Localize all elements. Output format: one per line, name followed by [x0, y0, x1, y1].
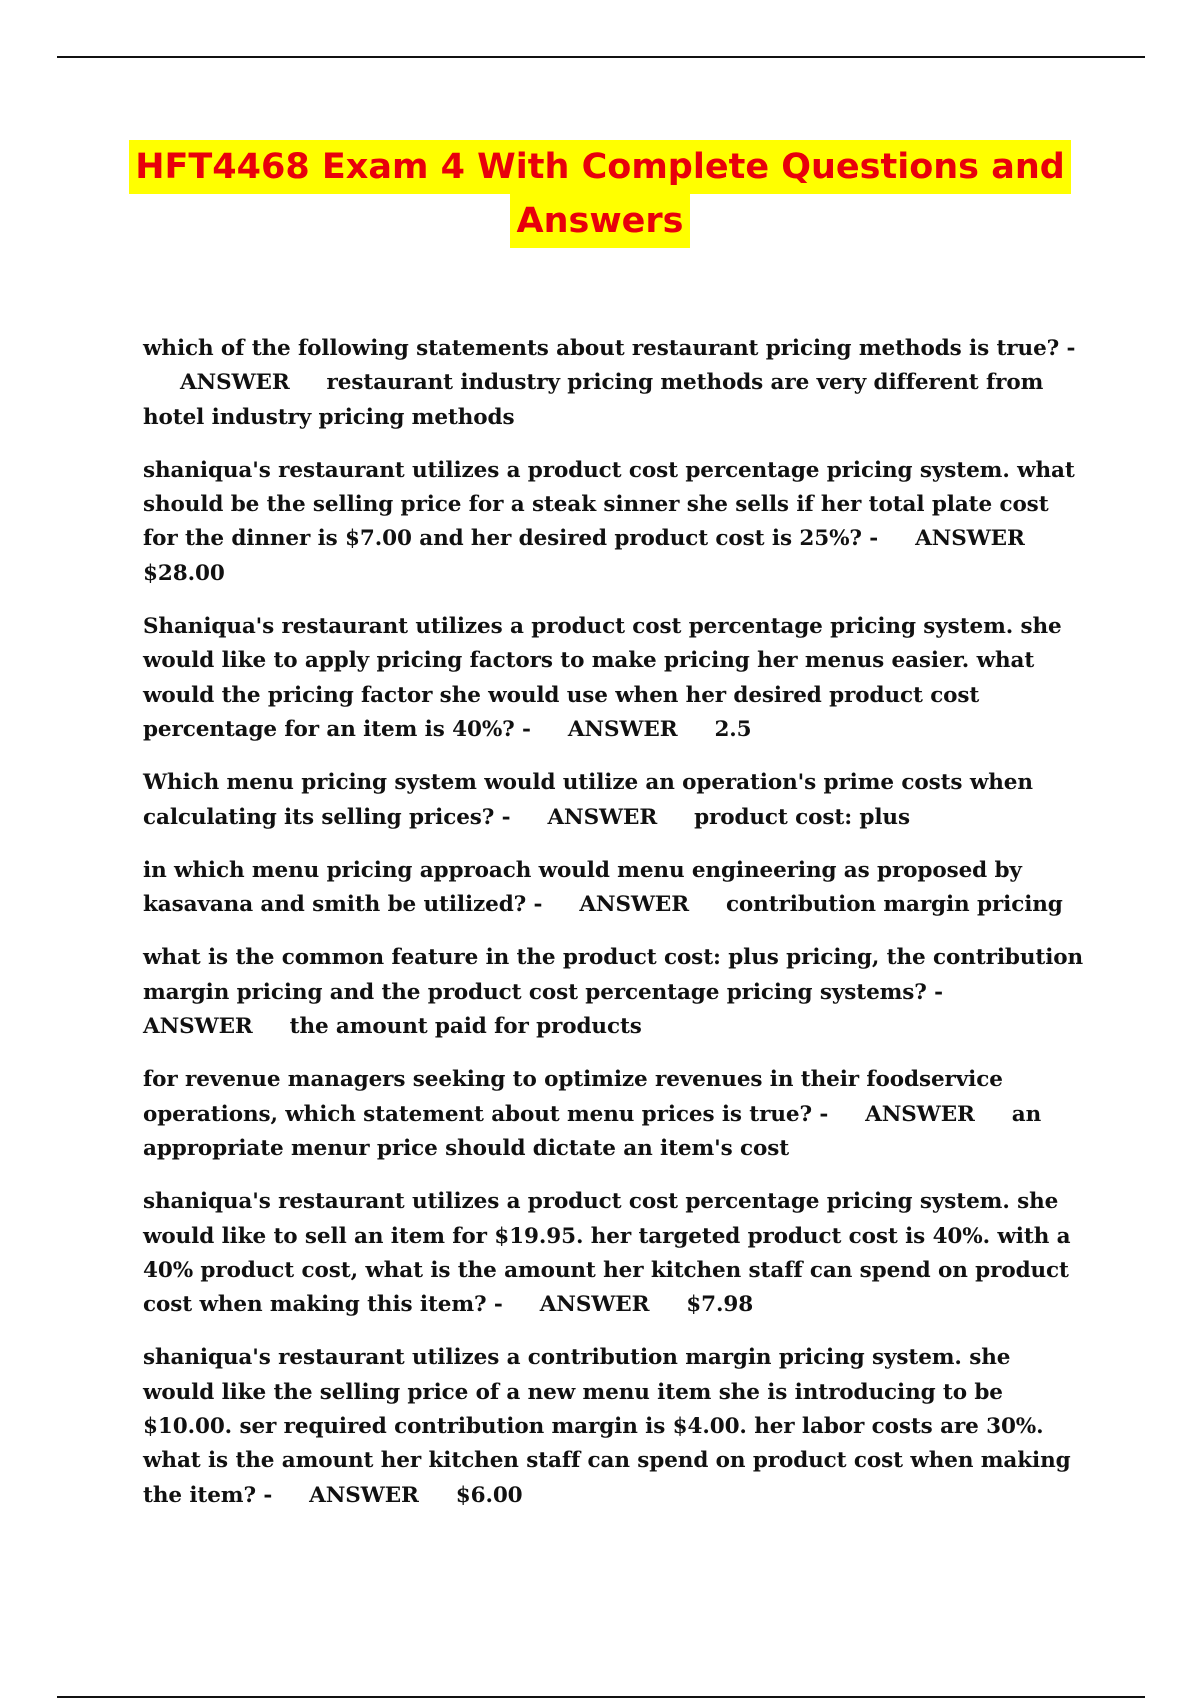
- answer-text: $7.98: [686, 1292, 754, 1318]
- question-separator: -: [1059, 336, 1076, 361]
- qa-item: [143, 941, 1088, 1044]
- bottom-rule: [57, 1696, 1145, 1698]
- answer-text: $6.00: [455, 1482, 523, 1508]
- qa-item: [143, 1185, 1088, 1322]
- question-text: for revenue managers seeking to optimize revenues in their foodservice operations, which statement about menu prices is true?: [143, 1067, 1003, 1127]
- answer-text: the amount paid for products: [289, 1014, 642, 1040]
- question-separator: -: [514, 716, 531, 742]
- qa-item: [143, 454, 1088, 591]
- answer-label: ANSWER: [915, 526, 1025, 552]
- question-separator: -: [861, 526, 879, 552]
- answer-label: ANSWER: [309, 1482, 419, 1508]
- qa-item: [143, 332, 1088, 435]
- answer-label: ANSWER: [579, 892, 689, 918]
- question-text: in which menu pricing approach would menu engineering as proposed by kasavana and smith be utilized?: [143, 857, 1022, 918]
- question-text: what is the common feature in the product cost: plus pricing, the contribution margin pricing and the product cost percentage pricing systems?: [143, 945, 1084, 1005]
- question-text: which of the following statements about restaurant pricing methods is true?: [143, 336, 1060, 361]
- question-text: Which menu pricing system would utilize an operation's prime costs when calculating its selling prices?: [143, 770, 1033, 830]
- qa-item: [143, 610, 1088, 747]
- answer-label: ANSWER: [143, 1014, 253, 1040]
- qa-item: [143, 1341, 1088, 1512]
- title-line-1: HFT4468 Exam 4 With Complete Questions and: [129, 140, 1071, 194]
- question-separator: -: [811, 1101, 829, 1127]
- question-separator: -: [526, 892, 543, 918]
- page-title: [0, 140, 1200, 248]
- answer-text: product cost: plus: [694, 804, 910, 830]
- question-separator: -: [255, 1482, 273, 1508]
- question-text: shaniqua's restaurant utilizes a contribution margin pricing system. she would like the selling price of a new menu item she is introducing to be $10.00. ser required contribution margin is $4.00. her labor costs are 30%. what is the amount her kitchen staff can spend on product cost when making the item?: [143, 1345, 1071, 1508]
- answer-text: contribution margin pricing: [725, 892, 1063, 918]
- answer-label: ANSWER: [539, 1292, 650, 1318]
- title-line-2: Answers: [510, 194, 689, 248]
- top-rule: [57, 56, 1145, 58]
- answer-text: restaurant industry pricing methods are very different from hotel industry pricing methods: [143, 370, 1044, 430]
- answer-label: ANSWER: [865, 1101, 975, 1127]
- qa-item: [143, 766, 1088, 835]
- answer-label: ANSWER: [179, 370, 290, 396]
- answer-text: 2.5: [714, 716, 752, 742]
- question-separator: -: [486, 1292, 503, 1318]
- qa-item: [143, 1063, 1088, 1166]
- answer-label: ANSWER: [547, 804, 658, 830]
- question-separator: -: [494, 804, 511, 830]
- answer-text: an appropriate menur price should dictate an item's cost: [143, 1101, 1042, 1161]
- question-text: shaniqua's restaurant utilizes a product cost percentage pricing system. she would like to sell an item for $19.95. her targeted product cost is 40%. with a 40% product cost, what is the amount her kitchen staff can spend on product cost when making this item?: [143, 1189, 1071, 1318]
- qa-item: [143, 854, 1088, 923]
- answer-label: ANSWER: [567, 716, 678, 742]
- question-separator: -: [926, 979, 944, 1005]
- question-text: shaniqua's restaurant utilizes a product cost percentage pricing system. what should be the selling price for a steak sinner she sells if her total plate cost for the dinner is $7.00 and her desired product cost is 25%?: [143, 457, 1075, 552]
- qa-list: [143, 332, 1088, 1532]
- question-text: Shaniqua's restaurant utilizes a product cost percentage pricing system. she would like to apply pricing factors to make pricing her menus easier. what would the pricing factor she would use when her desired product cost percentage for an item is 40%?: [143, 614, 1062, 742]
- answer-text: $28.00: [143, 560, 225, 586]
